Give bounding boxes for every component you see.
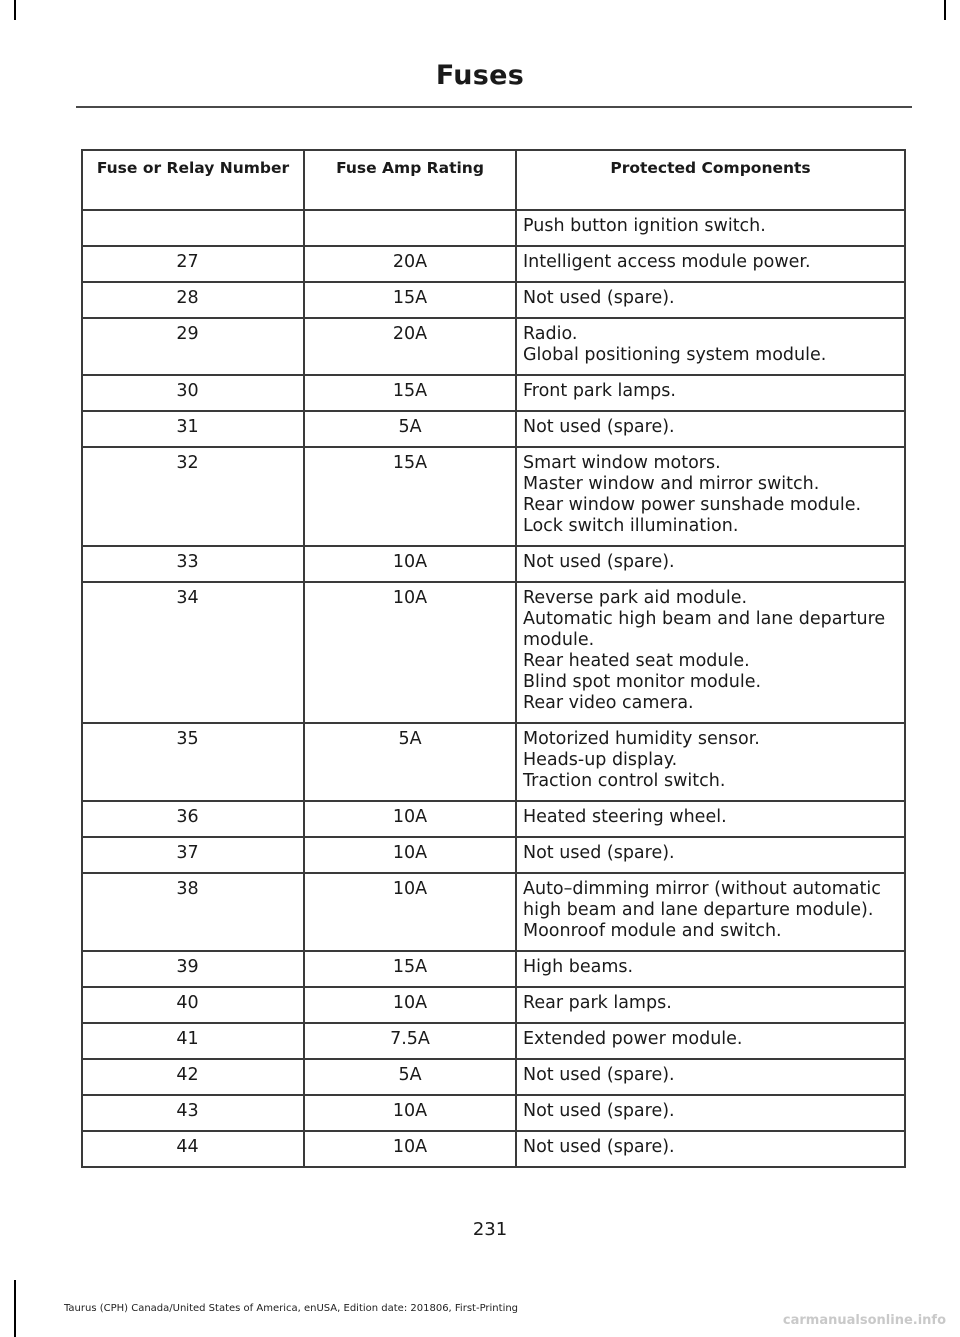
table-row — [82, 282, 905, 318]
amp-rating-cell: 15A — [304, 282, 516, 318]
component-line: Automatic high beam and lane departure module. — [523, 609, 886, 650]
amp-rating-cell: 15A — [304, 375, 516, 411]
fuse-number-cell: 31 — [82, 411, 304, 447]
table-row — [82, 546, 905, 582]
fuse-number-cell: 37 — [82, 837, 304, 873]
protected-components-cell — [516, 951, 905, 987]
protected-components-cell — [516, 546, 905, 582]
table-header-row — [82, 150, 905, 210]
component-line: Auto–dimming mirror (without automatic high beam and lane departure module). — [523, 879, 881, 920]
component-line: Master window and mirror switch. — [523, 474, 820, 494]
component-line: Not used (spare). — [523, 1065, 675, 1085]
table-row — [82, 318, 905, 375]
amp-rating-cell: 10A — [304, 987, 516, 1023]
column-header-protected-components: Protected Components — [516, 150, 905, 210]
amp-rating-cell: 20A — [304, 318, 516, 375]
fuse-number-cell: 36 — [82, 801, 304, 837]
protected-components-cell — [516, 582, 905, 723]
fuse-number-cell: 44 — [82, 1131, 304, 1167]
table-row — [82, 447, 905, 546]
protected-components-cell — [516, 246, 905, 282]
protected-components-cell — [516, 801, 905, 837]
table-row — [82, 246, 905, 282]
amp-rating-cell: 10A — [304, 1131, 516, 1167]
fuse-number-cell: 30 — [82, 375, 304, 411]
amp-rating-cell: 5A — [304, 723, 516, 801]
component-line: Reverse park aid module. — [523, 588, 748, 608]
header-divider — [76, 106, 912, 108]
crop-mark-top-left — [14, 0, 16, 20]
component-line: Smart window motors. — [523, 453, 721, 473]
table-row — [82, 951, 905, 987]
fuse-number-cell: 38 — [82, 873, 304, 951]
amp-rating-cell: 10A — [304, 801, 516, 837]
protected-components-cell — [516, 837, 905, 873]
protected-components-cell — [516, 873, 905, 951]
protected-components-cell — [516, 411, 905, 447]
fuse-number-cell: 39 — [82, 951, 304, 987]
component-line: Intelligent access module power. — [523, 252, 811, 272]
component-line: Not used (spare). — [523, 417, 675, 437]
amp-rating-cell — [304, 210, 516, 246]
table-row — [82, 1095, 905, 1131]
component-line: High beams. — [523, 957, 634, 977]
component-line: Radio. — [523, 324, 578, 344]
component-line: Moonroof module and switch. — [523, 921, 782, 941]
table-row — [82, 1059, 905, 1095]
component-line: Rear video camera. — [523, 693, 694, 713]
amp-rating-cell: 5A — [304, 411, 516, 447]
component-line: Global positioning system module. — [523, 345, 827, 365]
component-line: Lock switch illumination. — [523, 516, 739, 536]
component-line: Traction control switch. — [523, 771, 726, 791]
component-line: Heated steering wheel. — [523, 807, 727, 827]
table-body — [82, 210, 905, 1167]
protected-components-cell — [516, 1131, 905, 1167]
table-row — [82, 837, 905, 873]
component-line: Not used (spare). — [523, 843, 675, 863]
component-line: Heads-up display. — [523, 750, 678, 770]
component-line: Front park lamps. — [523, 381, 676, 401]
amp-rating-cell: 7.5A — [304, 1023, 516, 1059]
amp-rating-cell: 20A — [304, 246, 516, 282]
fuse-number-cell — [82, 210, 304, 246]
protected-components-cell — [516, 1059, 905, 1095]
protected-components-cell — [516, 375, 905, 411]
table-row — [82, 801, 905, 837]
table-row — [82, 375, 905, 411]
component-line: Motorized humidity sensor. — [523, 729, 760, 749]
fuse-number-cell: 41 — [82, 1023, 304, 1059]
table-row — [82, 873, 905, 951]
watermark: carmanualsonline.info — [782, 1313, 946, 1328]
table-row — [82, 1023, 905, 1059]
component-line: Rear heated seat module. — [523, 651, 750, 671]
page-number: 231 — [472, 1219, 508, 1240]
component-line: Not used (spare). — [523, 1137, 675, 1157]
fuse-number-cell: 32 — [82, 447, 304, 546]
fuse-number-cell: 29 — [82, 318, 304, 375]
protected-components-cell — [516, 447, 905, 546]
edition-footer: Taurus (CPH) Canada/United States of America, enUSA, Edition date: 201806, First-Printing — [63, 1303, 519, 1314]
protected-components-cell — [516, 282, 905, 318]
fuse-number-cell: 40 — [82, 987, 304, 1023]
page-title: Fuses — [435, 60, 525, 91]
component-line: Not used (spare). — [523, 1101, 675, 1121]
table-row — [82, 582, 905, 723]
fuse-table — [81, 149, 906, 1168]
table-row — [82, 1131, 905, 1167]
protected-components-cell — [516, 1023, 905, 1059]
fuse-number-cell: 28 — [82, 282, 304, 318]
amp-rating-cell: 10A — [304, 873, 516, 951]
amp-rating-cell: 10A — [304, 837, 516, 873]
table-row — [82, 723, 905, 801]
table-row — [82, 411, 905, 447]
fuse-number-cell: 42 — [82, 1059, 304, 1095]
component-line: Rear park lamps. — [523, 993, 672, 1013]
amp-rating-cell: 15A — [304, 951, 516, 987]
fuse-number-cell: 34 — [82, 582, 304, 723]
fuse-number-cell: 33 — [82, 546, 304, 582]
component-line: Not used (spare). — [523, 552, 675, 572]
column-header-fuse-number: Fuse or Relay Number — [82, 150, 304, 210]
table-row — [82, 987, 905, 1023]
amp-rating-cell: 10A — [304, 582, 516, 723]
protected-components-cell — [516, 318, 905, 375]
amp-rating-cell: 10A — [304, 546, 516, 582]
amp-rating-cell: 5A — [304, 1059, 516, 1095]
component-line: Blind spot monitor module. — [523, 672, 762, 692]
crop-mark-top-right — [944, 0, 946, 20]
component-line: Extended power module. — [523, 1029, 743, 1049]
fuse-number-cell: 43 — [82, 1095, 304, 1131]
table-row — [82, 210, 905, 246]
component-line: Not used (spare). — [523, 288, 675, 308]
fuse-number-cell: 27 — [82, 246, 304, 282]
column-header-amp-rating: Fuse Amp Rating — [304, 150, 516, 210]
protected-components-cell — [516, 1095, 905, 1131]
amp-rating-cell: 15A — [304, 447, 516, 546]
amp-rating-cell: 10A — [304, 1095, 516, 1131]
fuse-number-cell: 35 — [82, 723, 304, 801]
component-line: Push button ignition switch. — [523, 216, 766, 236]
protected-components-cell — [516, 723, 905, 801]
component-line: Rear window power sunshade module. — [523, 495, 862, 515]
protected-components-cell — [516, 210, 905, 246]
protected-components-cell — [516, 987, 905, 1023]
